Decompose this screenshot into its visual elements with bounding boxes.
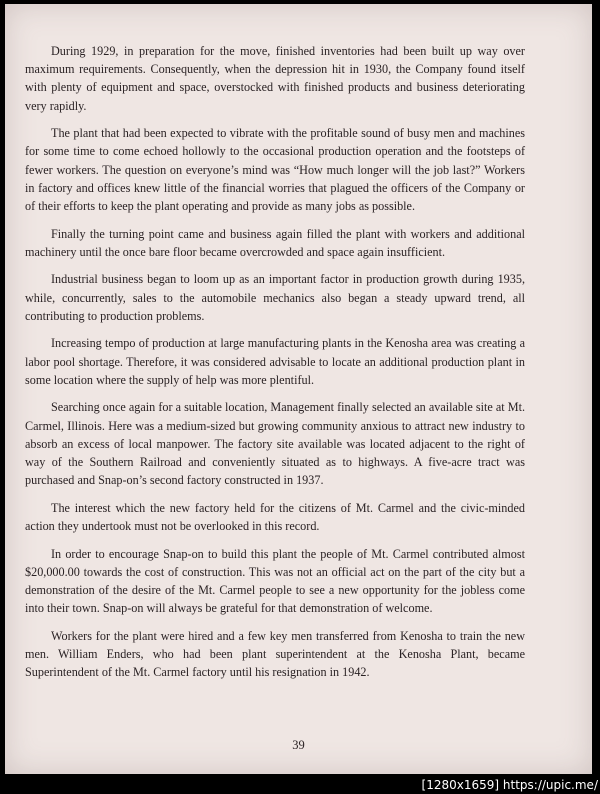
paragraph-2: The plant that had been expected to vibrate with the profitable sound of busy men and machines for some time to come echoed hollowly to the occasional production operation and the footsteps of fewer workers. The question on everyone’s mind was “How much longer will the job last?” Workers in factory and offices knew little of the financial worries that plagued the officers of the Company or of their efforts to keep the plant operating and provide as many jobs as possible. <box>25 126 525 214</box>
paragraph-9: Workers for the plant were hired and a few key men transferred from Kenosha to train the new men. William Enders, who had been plant superintendent at the Kenosha Plant, became Superintendent of the Mt. Carmel factory until his resignation in 1942. <box>25 628 525 680</box>
paragraph-6: Searching once again for a suitable location, Management finally selected an available site at Mt. Carmel, Illinois. Here was a medium-sized but growing community anxious to attract new industry to absorb an excess of local manpower. The factory site available was located adjacent to the right of way of the Southern Railroad and conveniently situated as to highways. A five-acre tract was purchased and Snap-on’s second factory constructed in 1937. <box>25 400 525 488</box>
page-number: 39 <box>292 738 305 752</box>
paragraph-7: The interest which the new factory held for the citizens of Mt. Carmel and the civic-minded action they undertook must not be overlooked in this record. <box>25 500 525 534</box>
watermark-text: [1280x1659] https://upic.me/ <box>421 778 598 792</box>
paragraph-8: In order to encourage Snap-on to build this plant the people of Mt. Carmel contributed almost $20,000.00 towards the cost of construction. This was not an official act on the part of the city but a demonstration of the desire of the Mt. Carmel people to see a new opportunity for the jobless come into their town. Snap-on will always be grateful for that demonstration of welcome. <box>25 546 525 616</box>
paragraph-1: During 1929, in preparation for the move, finished inventories had been built up way over maximum requirements. Consequently, when the depression hit in 1930, the Company found itself with plenty of equipment and space, overstocked with finished products and business deteriorating very rapidly. <box>25 44 525 113</box>
paragraph-3: Finally the turning point came and business again filled the plant with workers and additional machinery until the once bare floor became overcrowded and space again insufficient. <box>25 226 525 259</box>
document-page <box>5 4 592 774</box>
body-text <box>25 42 525 691</box>
paragraph-5: Increasing tempo of production at large manufacturing plants in the Kenosha area was creating a labor pool shortage. Therefore, it was considered advisable to locate an additional production plant in some location where the supply of help was more plentiful. <box>25 336 525 387</box>
paragraph-4: Industrial business began to loom up as an important factor in production growth during 1935, while, concurrently, sales to the automobile mechanics also began a steady upward trend, all contributing to production problems. <box>25 272 525 323</box>
